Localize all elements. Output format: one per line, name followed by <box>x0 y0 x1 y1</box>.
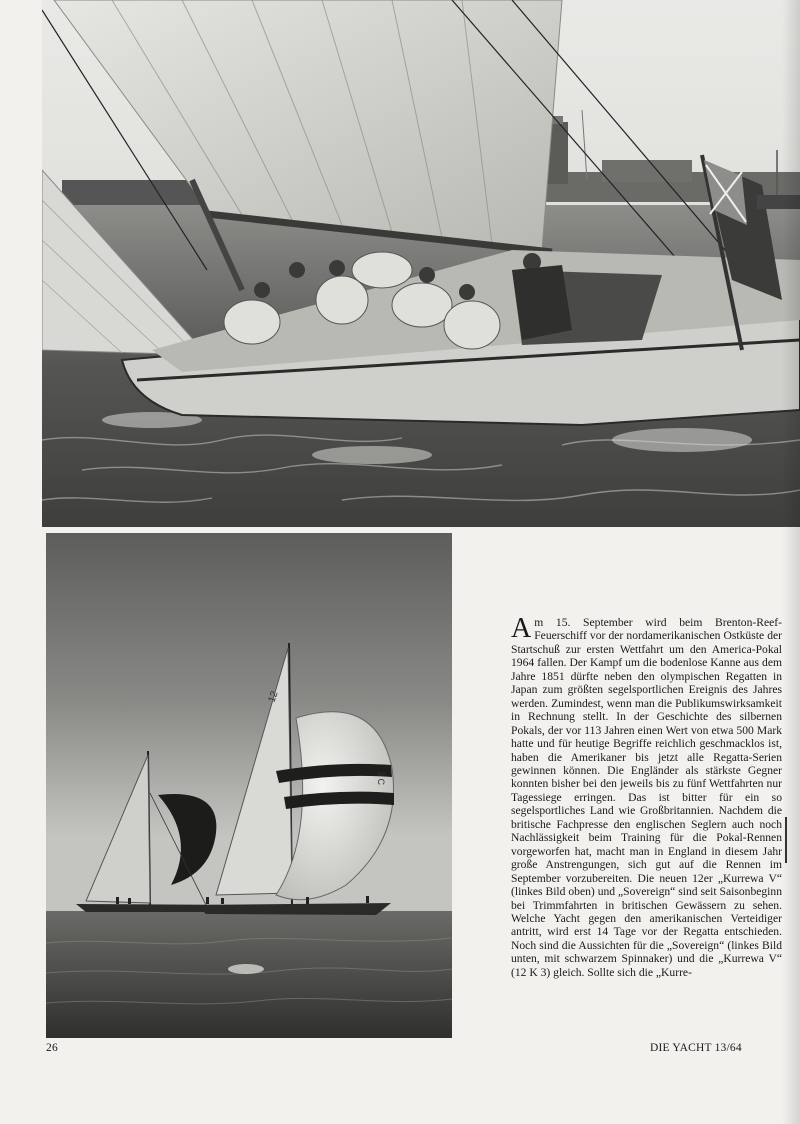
photo-yacht-crew <box>42 0 800 527</box>
magazine-issue: DIE YACHT 13/64 <box>650 1042 742 1054</box>
mainsail-number: 12 <box>266 689 281 705</box>
yacht-crew-illustration <box>42 0 800 527</box>
page-number: 26 <box>46 1042 58 1054</box>
two-yachts-illustration <box>46 533 452 1038</box>
article-body <box>511 613 782 979</box>
article-dropcap: A <box>511 613 532 644</box>
photo-two-yachts <box>46 533 452 1038</box>
page-edge-shadow <box>782 0 800 1124</box>
article-paragraph: m 15. September wird beim Brenton-Reef-Feuerschiff vor der nordamerikanischen Ostküste der Startschuß zur ersten Wettfahrt um den America-Pokal 1964 fallen. Der Kampf um die bodenlose Kanne aus dem Jahre 1851 dürfte neben den olympischen Regatten in Japan zum größten segelsportlichen Ereignis des Jahres werden. Zumindest, wenn man die Publikumswirksamkeit in Rechnung stellt. In der Geschichte des silbernen Pokals, der vor 113 Jahren einen Wert von etwa 500 Mark hatte und für heutige Begriffe reichlich geschmacklos ist, haben die Amerikaner bis jetzt alle Regatta-Serien gewinnen können. Die Engländer als stärkste Gegner konnten bisher bei den jeweils bis zu fünf Wettfahrten nur Tagessiege erringen. Das ist bitter für ein so segelsportliches Land wie Großbritannien. Nachdem die britische Fachpresse den englischen Seglern auch noch Nachlässigkeit beim Training für die Pokal-Rennen vorgeworfen hat, macht man in England in diesem Jahr große Anstrengungen, sich gut auf die Rennen im September vorzubereiten. Die neuen 12er „Kurrewa V“ (linkes Bild oben) und „Sovereign“ sind seit Saisonbeginn bei Trimmfahrten in britischen Gewässern zu sehen. Welche Yacht gegen den amerikanischen Verteidiger antritt, wird erst 14 Tage vor der Regatta entschieden. Noch sind die Aussichten für die „Sovereign“ (linkes Bild unten, mit schwarzem Spinnaker) und die „Kurrewa V“ (12 K 3) gleich. Sollte sich die „Kurre- <box>511 616 782 979</box>
spinnaker-mark: 3 C <box>376 771 386 786</box>
